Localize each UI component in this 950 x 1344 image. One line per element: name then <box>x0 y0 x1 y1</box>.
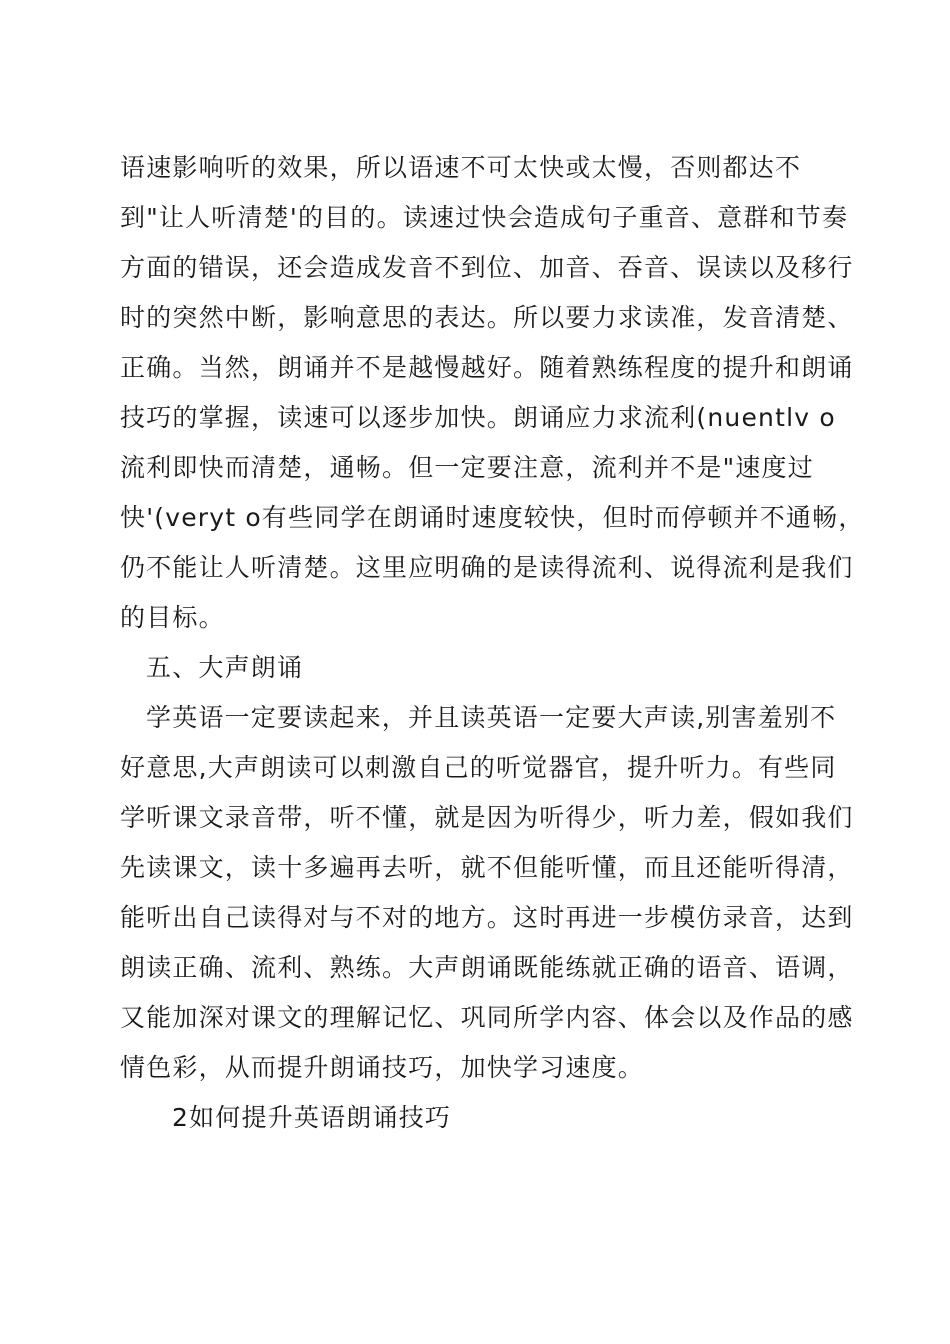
body-text-line: 又能加深对课文的理解记忆、巩同所学内容、体会以及作品的感 <box>120 1003 854 1032</box>
body-text-line: 到"让人听清楚'的目的。读速过快会造成句子重音、意群和节奏 <box>120 203 849 232</box>
section-heading: 五、大声朗诵 <box>146 653 304 682</box>
body-text-line: 快'(veryt o有些同学在朗诵时速度较快，但时而停顿并不通畅， <box>120 503 865 532</box>
body-text-line: 情色彩，从而提升朗诵技巧，加快学习速度。 <box>120 1053 645 1082</box>
body-text-line: 仍不能让人听清楚。这里应明确的是读得流利、说得流利是我们 <box>120 553 854 582</box>
section-heading: 2如何提升英语朗诵技巧 <box>172 1103 452 1132</box>
body-text-line: 方面的错误，还会造成发音不到位、加音、吞音、误读以及移行 <box>120 253 854 282</box>
body-text-line: 先读课文，读十多遍再去听，就不但能听懂，而且还能听得清， <box>120 853 854 882</box>
body-text-line: 好意思,大声朗读可以刺激自己的听觉器官，提升听力。有些同 <box>120 753 837 782</box>
body-text-line: 朗读正确、流利、熟练。大声朗诵既能练就正确的语音、语调， <box>120 953 854 982</box>
body-text-line: 正确。当然，朗诵并不是越慢越好。随着熟练程度的提升和朗诵 <box>120 353 854 382</box>
body-text-line: 流利即快而清楚，通畅。但一定要注意，流利并不是"速度过 <box>120 453 814 482</box>
body-text-line: 能听出自己读得对与不对的地方。这时再进一步模仿录音，达到 <box>120 903 854 932</box>
body-text-line: 学英语一定要读起来，并且读英语一定要大声读,别害羞别不 <box>146 703 837 732</box>
body-text-line: 技巧的掌握，读速可以逐步加快。朗诵应力求流利(nuentlv o <box>120 403 836 432</box>
body-text-line: 时的突然中断，影响意思的表达。所以要力求读准，发音清楚、 <box>120 303 854 332</box>
body-text-line: 的目标。 <box>120 603 225 632</box>
body-text-line: 语速影响听的效果，所以语速不可太快或太慢，否则都达不 <box>120 153 802 182</box>
body-text-line: 学听课文录音带，听不懂，就是因为听得少，听力差，假如我们 <box>120 803 854 832</box>
